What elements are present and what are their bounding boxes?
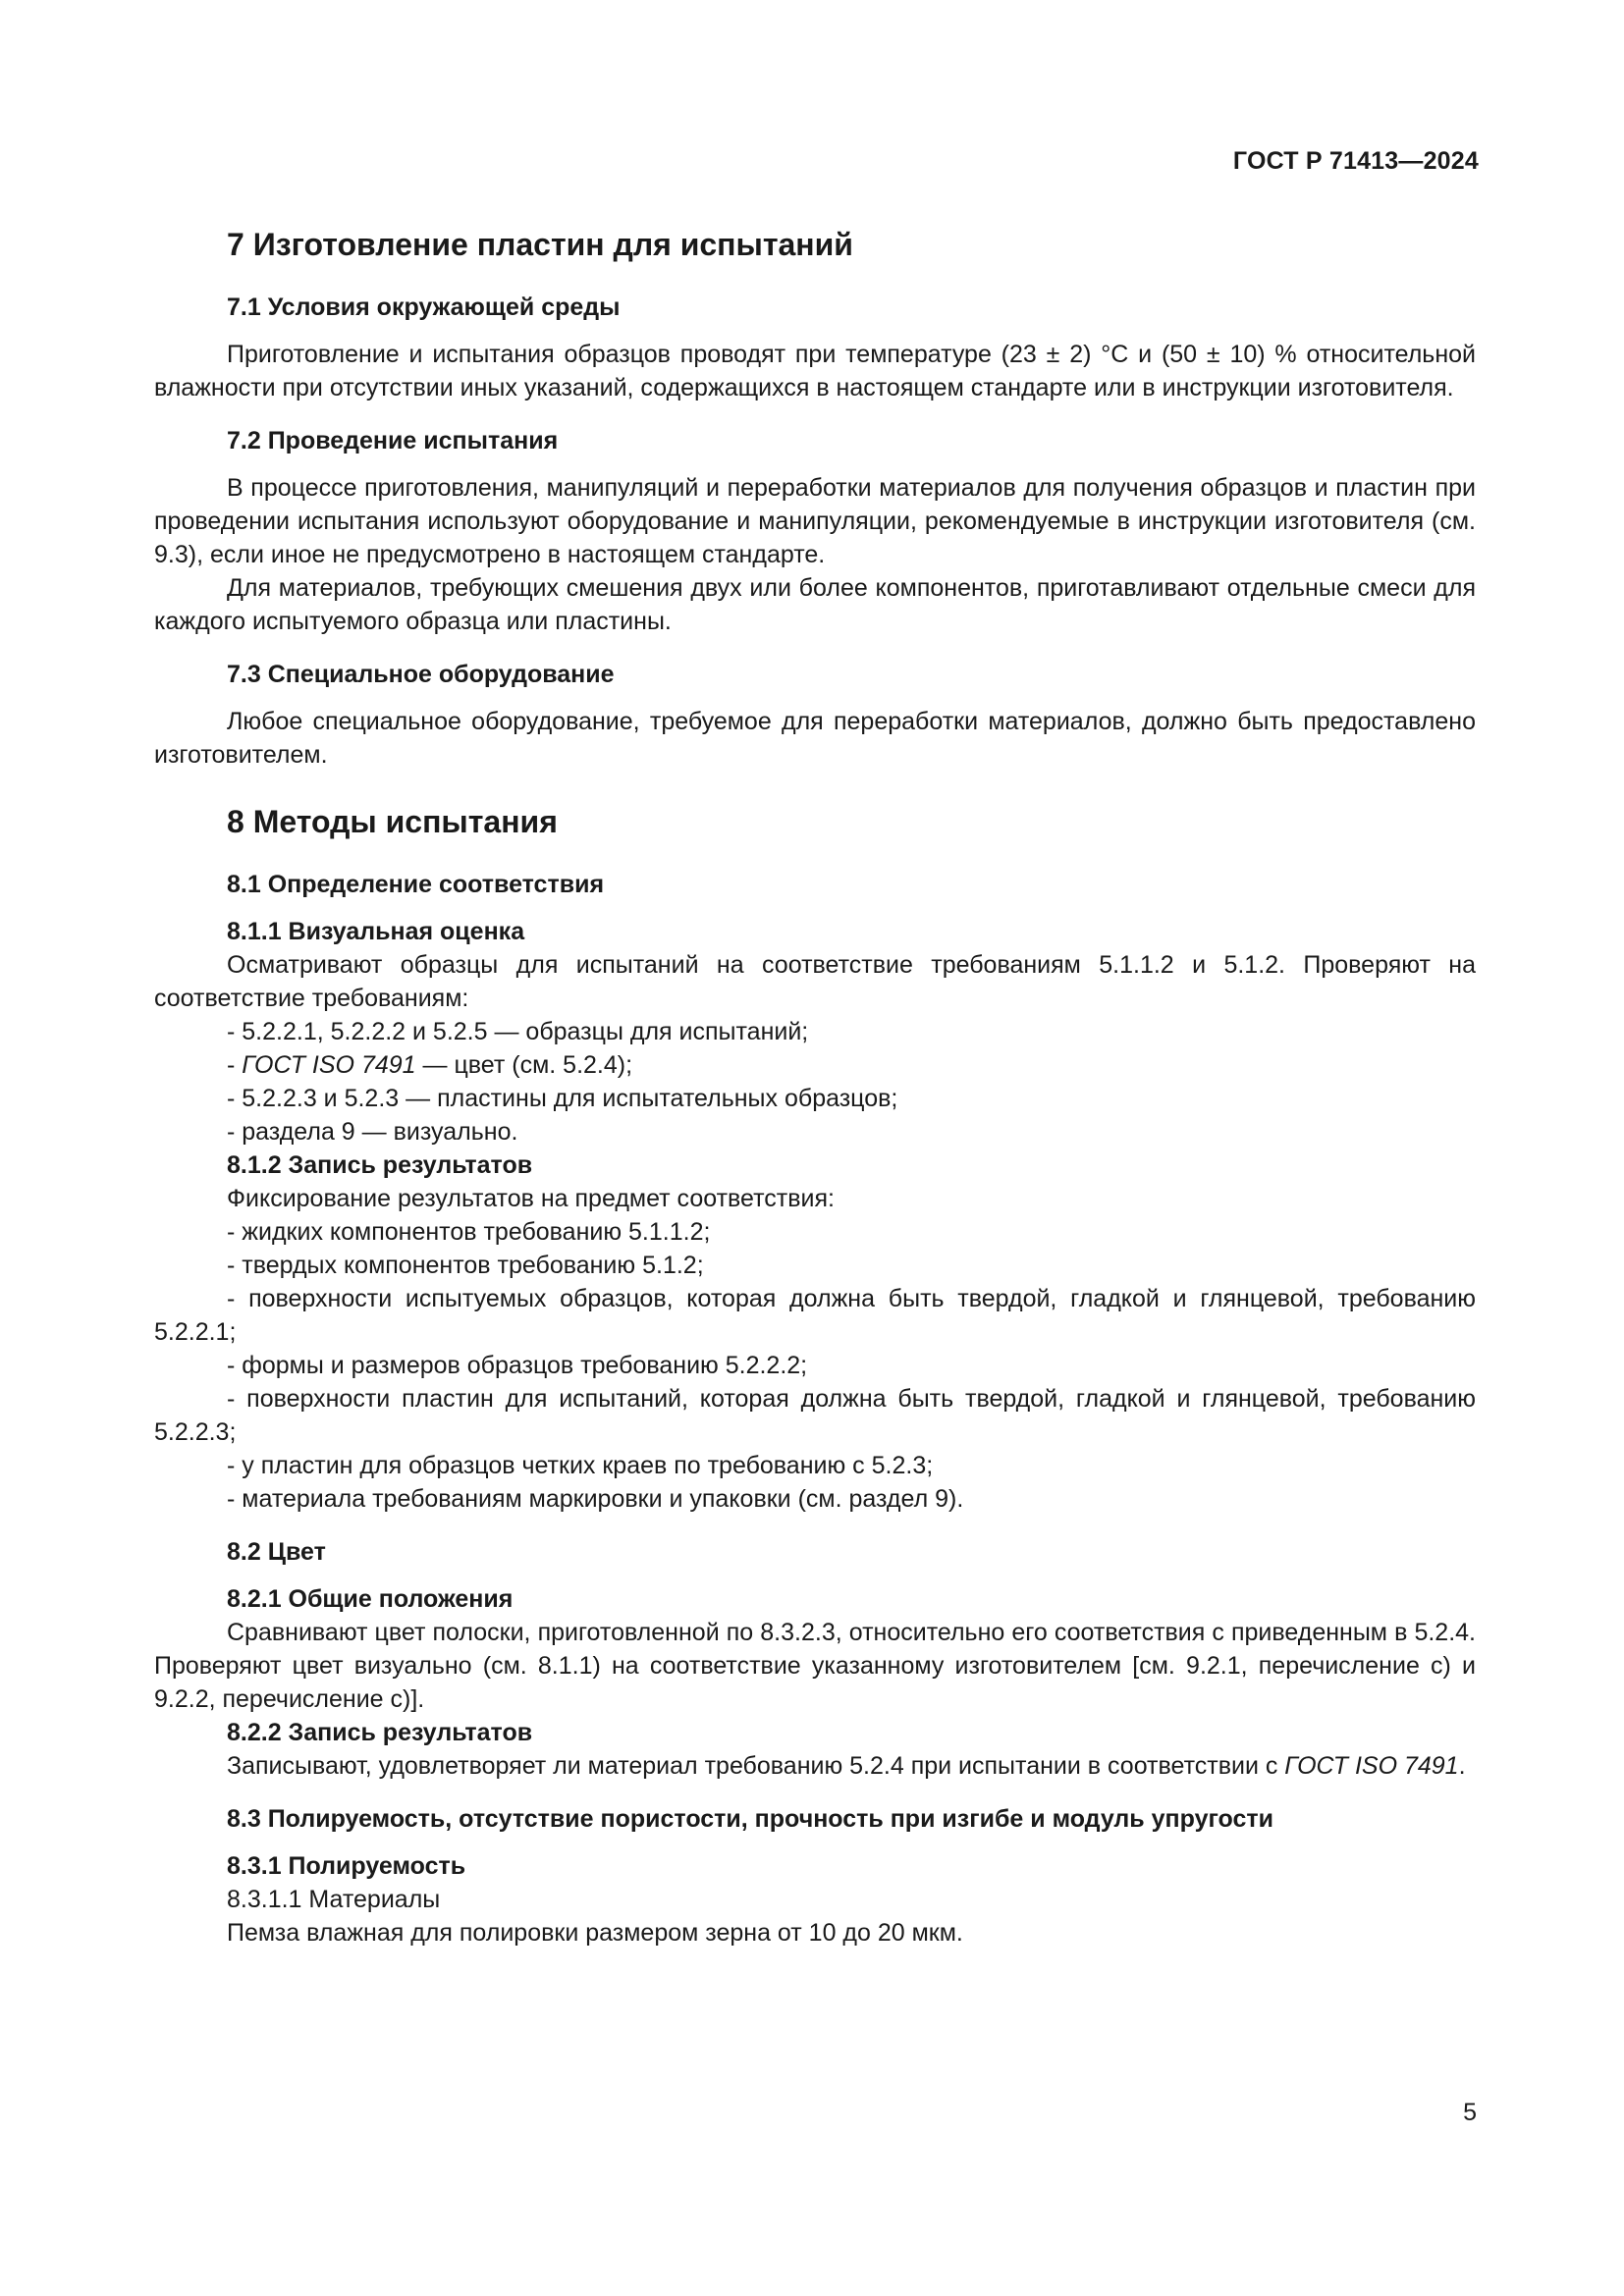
section-8-2-1-heading: 8.2.1 Общие положения (227, 1585, 514, 1613)
page-content (154, 224, 1476, 1949)
section-8-1-2-paragraph: Фиксирование результатов на предмет соответствия: (227, 1185, 835, 1212)
section-8-2-1-paragraph: Сравнивают цвет полоски, приготовленной по 8.3.2.3, относительно его соответствия с приведенным в 5.2.4. Проверяют цвет визуально (см. 8.1.1) на соответствие указанному изготовителем [см. 9.2.1, перечисление c) и 9.2.2, перечисление c)]. (154, 1619, 1476, 1713)
list-item-prefix: - (227, 1051, 243, 1079)
section-8-3-1-1-paragraph: Пемза влажная для полировки размером зерна от 10 до 20 мкм. (227, 1919, 963, 1947)
section-8-1-1-heading: 8.1.1 Визуальная оценка (227, 918, 525, 945)
list-item: - у пластин для образцов четких краев по требованию с 5.2.3; (227, 1452, 934, 1479)
section-7-3-paragraph: Любое специальное оборудование, требуемое для переработки материалов, должно быть предоставлено изготовителем. (154, 708, 1476, 769)
section-7-2-paragraph-2: Для материалов, требующих смешения двух или более компонентов, приготавливают отдельные смеси для каждого испытуемого образца или пластины. (154, 574, 1476, 635)
document-id-header: ГОСТ Р 71413—2024 (1232, 147, 1479, 175)
list-item: - поверхности испытуемых образцов, которая должна быть твердой, гладкой и глянцевой, требованию 5.2.2.1; (154, 1285, 1476, 1346)
standard-reference: ГОСТ ISO 7491 (1284, 1752, 1459, 1780)
list-item: - раздела 9 — визуально. (227, 1118, 518, 1146)
page-number: 5 (1463, 2099, 1477, 2126)
standard-reference: ГОСТ ISO 7491 (242, 1051, 416, 1079)
section-8-3-1-1-heading: 8.3.1.1 Материалы (227, 1886, 441, 1913)
list-item: - твердых компонентов требованию 5.1.2; (227, 1252, 704, 1279)
paragraph-text: Записывают, удовлетворяет ли материал требованию 5.2.4 при испытании в соответствии с (227, 1752, 1285, 1780)
section-8-1-1-paragraph: Осматривают образцы для испытаний на соответствие требованиям 5.1.1.2 и 5.1.2. Проверяют на соответствие требованиям: (154, 951, 1476, 1012)
section-8-2-2-heading: 8.2.2 Запись результатов (227, 1719, 533, 1746)
list-item-suffix: — цвет (см. 5.2.4); (415, 1051, 633, 1079)
section-7-2-heading: 7.2 Проведение испытания (227, 427, 559, 454)
list-item: - материала требованиям маркировки и упаковки (см. раздел 9). (227, 1485, 964, 1513)
section-7-3-heading: 7.3 Специальное оборудование (227, 661, 615, 688)
section-8-1-2-heading: 8.1.2 Запись результатов (227, 1151, 533, 1179)
section-7-1-paragraph: Приготовление и испытания образцов проводят при температуре (23 ± 2) °C и (50 ± 10) % относительной влажности при отсутствии иных указаний, содержащихся в настоящем стандарте или в инструкции изготовителя. (154, 341, 1476, 401)
paragraph-end: . (1458, 1752, 1466, 1780)
section-8-2-heading: 8.2 Цвет (227, 1538, 326, 1566)
section-7-1-heading: 7.1 Условия окружающей среды (227, 294, 621, 321)
section-7-2-paragraph-1: В процессе приготовления, манипуляций и переработки материалов для получения образцов и пластин при проведении испытания используют оборудование и манипуляции, рекомендуемые в инструкции изготовителя (см. 9.3), если иное не предусмотрено в настоящем стандарте. (154, 474, 1476, 568)
section-8-heading: 8 Методы испытания (227, 804, 558, 839)
list-item: - 5.2.2.1, 5.2.2.2 и 5.2.5 — образцы для испытаний; (227, 1018, 809, 1045)
list-item: - жидких компонентов требованию 5.1.1.2; (227, 1218, 711, 1246)
section-8-2-2-paragraph (154, 1749, 1476, 1783)
list-item: - поверхности пластин для испытаний, которая должна быть твердой, гладкой и глянцевой, требованию 5.2.2.3; (154, 1385, 1476, 1446)
section-7-heading: 7 Изготовление пластин для испытаний (227, 227, 853, 262)
section-8-3-heading: 8.3 Полируемость, отсутствие пористости, прочность при изгибе и модуль упругости (227, 1805, 1274, 1833)
list-item: - формы и размеров образцов требованию 5.2.2.2; (227, 1352, 808, 1379)
section-8-3-1-heading: 8.3.1 Полируемость (227, 1852, 466, 1880)
list-item (154, 1048, 1476, 1082)
list-item: - 5.2.2.3 и 5.2.3 — пластины для испытательных образцов; (227, 1085, 898, 1112)
section-8-1-heading: 8.1 Определение соответствия (227, 871, 605, 898)
